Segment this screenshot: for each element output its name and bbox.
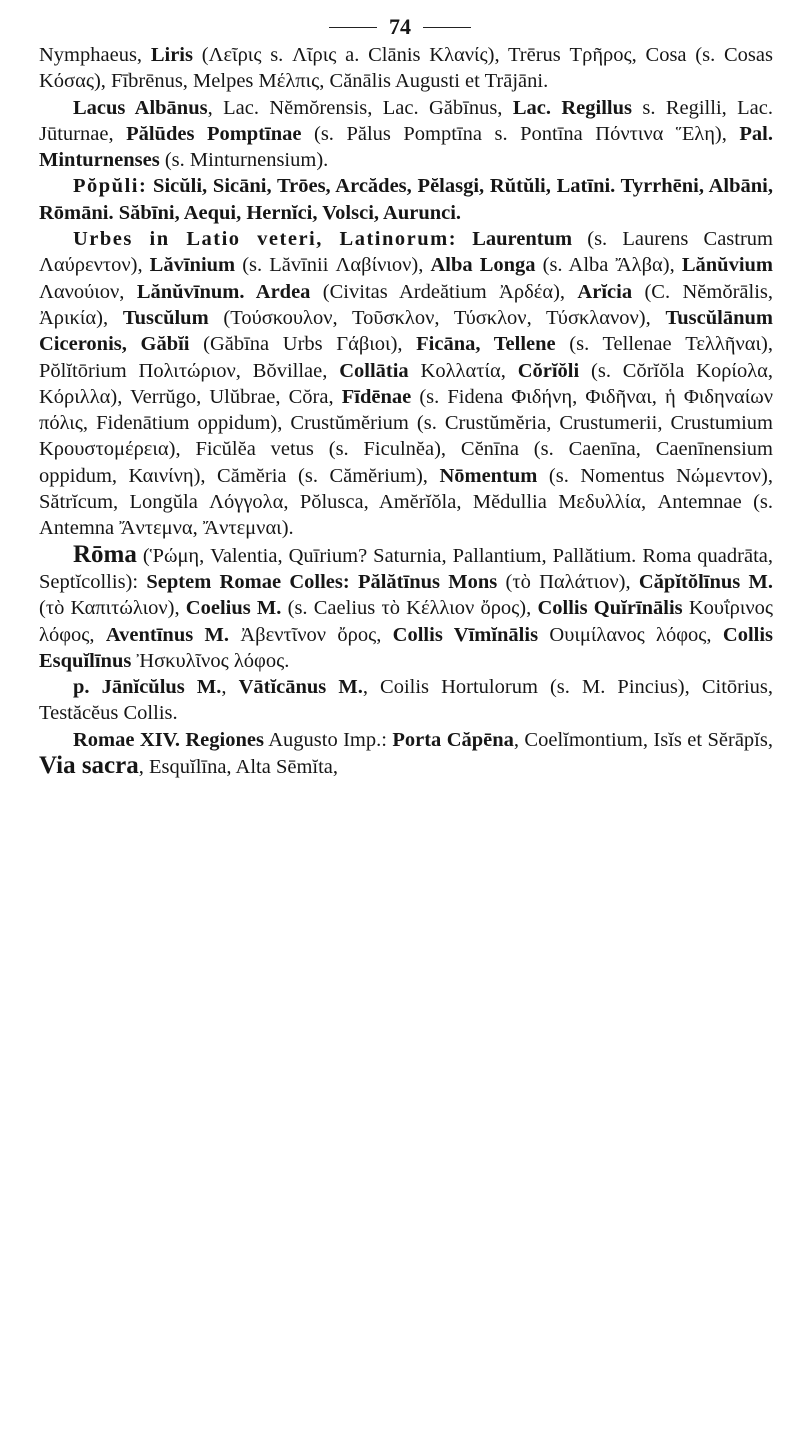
term-aventinus: Aventīnus M. [105, 623, 230, 646]
term-roma: Rōma [73, 540, 137, 568]
term-septem-colles-palatinus: Septem Romae Colles: Pălătīnus Mons [146, 570, 498, 593]
term-via-sacra: Via sacra [39, 752, 139, 780]
header-rule-left [329, 27, 377, 28]
text-run: , Lac. Nĕmŏrensis, Lac. Găbīnus, [207, 96, 513, 119]
paragraph-urbes [39, 226, 773, 542]
text-run: (s. Nomentus Νώμεντον), Sătrĭcum, Longŭla Λόγγολα, Pŏlusca, Amĕrĭŏla, Mĕdullia Μεδυλλία, Antemnae (s. Antemna Ἄντεμνα, Ἄντεμναι). [39, 464, 773, 540]
term-paludes-pomptinae: Pălūdes Pomptīnae [126, 122, 302, 145]
text-run: (s. Laurens Castrum Λαύρεντον), [39, 228, 774, 277]
text-run: (s. Fidena Φιδήνη, Φιδῆναι, ἡ Φιδηναίων πόλις, Fidenātium oppidum), Crustŭmĕrium (s. Crustŭmĕria, Crustumerii, Crustumium Κρουστομέρεια), Ficŭlĕa vetus (s. Ficulnĕa), Cĕnīna (s. Caenīna, Caenīnensium oppidum, Καινίνη), Cămĕria (s. Cămĕrium), [39, 385, 773, 487]
text-run: Κουΐρινος λόφος, [39, 597, 773, 646]
paragraph-regiones [39, 727, 773, 781]
text-run: , [221, 676, 239, 699]
term-lacus-albanus: Lacus Albānus [73, 96, 208, 119]
term-lanuvinum-ardea: Lănŭvīnum. Ardea [136, 280, 311, 303]
paragraph-roma [39, 542, 773, 674]
term-viminalis: Collis Vīmĭnālis [392, 623, 539, 646]
text-run: Λανούιον, [39, 280, 137, 303]
text-run: , Esquĭlīna, Alta Sēmĭta, [138, 756, 339, 779]
text-run: (s. Tellenae Τελλῆναι), Pŏlĭtōrium Πολιτώριον, Bŏvillae, [39, 333, 774, 382]
term-liris: Liris [150, 44, 193, 66]
term-tusculanum-gabii: Tuscŭlānum Ciceronis, Găbĭi [39, 306, 773, 356]
term-lanuvium: Lănŭvium [681, 254, 773, 277]
text-run: (Găbīna Urbs Γάβιοι), [189, 333, 417, 356]
text-run: (τὸ Καπιτώλιον), [39, 597, 186, 620]
term-tusculum: Tuscŭlum [122, 306, 209, 329]
term-porta-capena: Porta Căpēna [392, 728, 514, 751]
text-run: s. Regilli, Lac. Jūturnae, [39, 96, 773, 145]
text-run: (s. Alba Ἄλβα), [535, 254, 682, 277]
body-text [39, 42, 773, 780]
term-lac-regillus: Lac. Regillus [512, 96, 632, 119]
header-rule-right [423, 27, 471, 28]
text-run: Ἠσκυλῖνος λόφος. [131, 649, 290, 672]
term-corioli: Cŏrĭŏli [517, 359, 580, 382]
term-lavinium: Lăvīnium [149, 254, 236, 277]
text-run: Ἀβεντῖνον ὄρος, [229, 623, 393, 646]
text-run: , Coelĭmontium, Isĭs et Sĕrāpĭs, [513, 728, 773, 751]
term-pal-minturnenses: Pal. Minturnenses [39, 122, 773, 172]
term-laurentum: Laurentum [457, 228, 573, 251]
text-run: (Civitas Ardeătium Ἀρδέα), [310, 280, 578, 303]
text-run: (τὸ Παλάτιον), [497, 570, 639, 593]
term-aricia: Arĭcia [577, 280, 633, 303]
text-run: (s. Caelius τὸ Κέλλιον ὄρος), [281, 597, 538, 620]
term-vaticanus: Vātĭcānus M. [238, 676, 363, 699]
term-esquilinus: Collis Esquĭlīnus [39, 623, 774, 672]
term-collatia: Collātia [339, 359, 409, 382]
heading-populi: Pŏpŭli: [73, 175, 148, 198]
term-fidenae: Fīdēnae [341, 385, 412, 408]
text-run: (Τούσκουλον, Τοῦσκλον, Τύσκλον, Τύσκλανον), [208, 306, 666, 329]
page-number: 74 [389, 14, 411, 39]
text-run: (Ῥώμη, Valentia, Quīrium? Saturnia, Pallantium, Pallătium. Roma quadrāta, Septĭcollis): [39, 544, 773, 593]
term-nomentum: Nōmentum [439, 464, 538, 487]
paragraph-other-hills [39, 674, 773, 727]
term-coelius: Coelius M. [185, 597, 282, 620]
paragraph-lakes [39, 95, 773, 174]
text-run: Augusto Imp.: [263, 728, 393, 751]
text-run: Nymphaeus, [39, 44, 151, 66]
term-quirinalis: Collis Quĭrīnālis [537, 597, 683, 620]
text-run: (s. Lăvīnii Λαβίνιον), [235, 254, 431, 277]
text-run: (Λεῖρις s. Λῖρις a. Clānis Κλανίς), Trērus Τρῆρος, Cosa (s. Cosas Κόσας), Fībrēnus, Melpes Μέλπις, Cănālis Augusti et Trājāni. [39, 44, 773, 93]
term-alba-longa: Alba Longa [430, 254, 536, 277]
term-capitolinus: Căpĭtŏlīnus M. [638, 570, 774, 593]
page-header [0, 16, 800, 38]
text-run: (s. Minturnensium). [159, 149, 329, 172]
term-ficana-tellene: Ficāna, Tellene [416, 333, 556, 356]
text-run: Sicŭli, Sicāni, Trōes, Arcădes, Pĕlasgi, Rŭtŭli, Latīni. Tyrrhēni, Albāni, Rōmāni. Săbīni, Aequi, Hernĭci, Volsci, Aurunci. [39, 175, 773, 224]
text-run: Κολλατία, [408, 359, 518, 382]
text-run: , Coilis Hortulorum (s. M. Pincius), Citōrius, Testăcĕus Collis. [39, 676, 774, 725]
text-run: (s. Pălus Pomptīna s. Pontīna Πόντινα Ἕλη), [301, 122, 740, 145]
text-run: Ουιμίλανος λόφος, [538, 623, 723, 646]
heading-urbes: Urbes in Latio veteri, Latinorum: [73, 228, 458, 251]
text-run: (C. Nĕmŏrālis, Ἀρικία), [39, 280, 773, 329]
paragraph-populi [39, 173, 773, 226]
term-regiones: Romae XIV. Regiones [73, 728, 264, 751]
term-janiculus: p. Jānĭcŭlus M. [73, 676, 222, 699]
text-run: (s. Cŏrĭŏla Κορίολα, Κόριλλα), Verrŭgo, Ulŭbrae, Cŏra, [39, 359, 774, 408]
paragraph-rivers [39, 42, 773, 95]
